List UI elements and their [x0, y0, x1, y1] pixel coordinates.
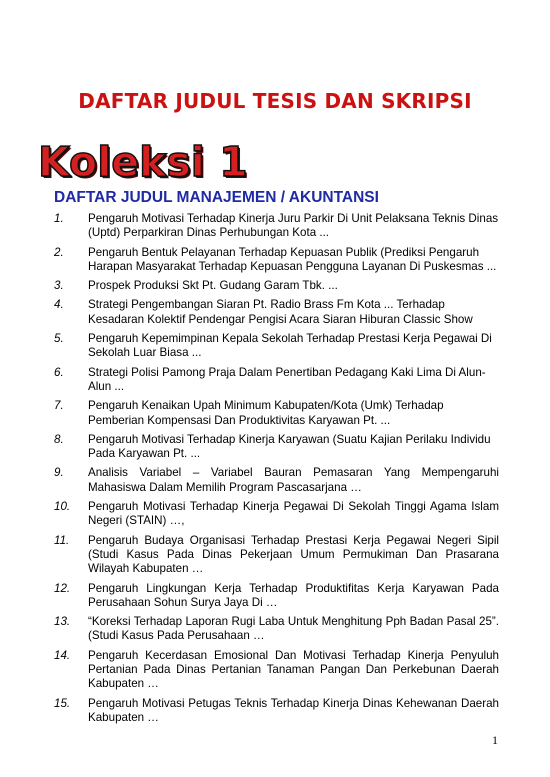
item-text: Pengaruh Motivasi Terhadap Kinerja Pegawai Di Sekolah Tinggi Agama Islam Negeri (STAIN) …,	[88, 500, 499, 528]
item-number: 5.	[54, 332, 64, 346]
list-item	[54, 279, 499, 293]
item-number: 3.	[54, 279, 64, 293]
list-item	[54, 298, 499, 327]
item-text: Analisis Variabel – Variabel Bauran Pemasaran Yang Mempengaruhi Mahasiswa Dalam Memilih Program Pascasarjana …	[88, 466, 499, 494]
item-text: Pengaruh Lingkungan Kerja Terhadap Produktifitas Kerja Karyawan Pada Perusahaan Sohun Surya Jaya Di …	[88, 581, 499, 609]
item-text: Pengaruh Motivasi Terhadap Kinerja Juru Parkir Di Unit Pelaksana Teknis Dinas (Uptd) Perparkiran Dinas Perhubungan Kota ...	[88, 212, 499, 240]
item-number: 6.	[54, 365, 64, 379]
item-number: 14.	[54, 648, 71, 662]
item-text: Strategi Pengembangan Siaran Pt. Radio Brass Fm Kota ... Terhadap Kesadaran Kolektif Pendengar Pengisi Acara Siaran Hiburan Classic Show	[88, 298, 473, 326]
title-list	[54, 212, 499, 725]
item-number: 13.	[54, 615, 71, 629]
item-text: Pengaruh Budaya Organisasi Terhadap Prestasi Kerja Pegawai Negeri Sipil (Studi Kasus Pada Dinas Pekerjaan Umum Permukiman Dan Prasarana Wilayah Kabupaten …	[88, 533, 499, 576]
item-number: 7.	[54, 399, 64, 413]
list-item	[54, 212, 499, 241]
item-number: 9.	[54, 466, 64, 480]
item-number: 2.	[54, 245, 64, 259]
item-text: Pengaruh Kecerdasan Emosional Dan Motivasi Terhadap Kinerja Penyuluh Pertanian Pada Dinas Pertanian Tanaman Pangan Dan Perkebunan Daerah Kabupaten …	[88, 648, 499, 691]
item-number: 12.	[54, 581, 71, 595]
list-item	[54, 399, 499, 428]
list-item	[54, 534, 499, 577]
item-text: Prospek Produksi Skt Pt. Gudang Garam Tbk. ...	[88, 279, 338, 293]
list-item	[54, 466, 499, 495]
item-number: 4.	[54, 298, 64, 312]
collection-label: Koleksi 1	[38, 138, 248, 186]
item-text: Pengaruh Bentuk Pelayanan Terhadap Kepuasan Publik (Prediksi Pengaruh Harapan Masyarakat Terhadap Kepuasan Pengguna Layanan Di Puskesmas ...	[88, 245, 497, 273]
list-item	[54, 500, 499, 529]
item-number: 11.	[54, 533, 70, 547]
item-number: 10.	[54, 500, 71, 514]
page-number: 1	[492, 733, 498, 747]
list-item	[54, 697, 499, 726]
list-item	[54, 332, 499, 361]
item-text: “Koreksi Terhadap Laporan Rugi Laba Untuk Menghitung Pph Badan Pasal 25”. (Studi Kasus Pada Perusahaan …	[88, 615, 499, 643]
item-number: 1.	[54, 212, 64, 225]
item-text: Strategi Polisi Pamong Praja Dalam Penertiban Pedagang Kaki Lima Di Alun-Alun ...	[88, 365, 486, 393]
list-item	[54, 615, 499, 644]
list-item	[54, 649, 499, 692]
list-item	[54, 433, 499, 462]
page-title: DAFTAR JUDUL TESIS DAN SKRIPSI	[78, 89, 472, 113]
item-number: 8.	[54, 432, 64, 446]
item-text: Pengaruh Kepemimpinan Kepala Sekolah Terhadap Prestasi Kerja Pegawai Di Sekolah Luar Biasa ...	[88, 332, 492, 360]
list-item	[54, 246, 499, 275]
item-text: Pengaruh Motivasi Petugas Teknis Terhadap Kinerja Dinas Kehewanan Daerah Kabupaten …	[88, 696, 499, 724]
section-heading: DAFTAR JUDUL MANAJEMEN / AKUNTANSI	[54, 189, 379, 206]
item-number: 15.	[54, 696, 71, 710]
list-item	[54, 366, 499, 395]
item-text: Pengaruh Kenaikan Upah Minimum Kabupaten/Kota (Umk) Terhadap Pemberian Kompensasi Dan Produktivitas Karyawan Pt. ...	[88, 399, 444, 427]
list-item	[54, 582, 499, 611]
item-text: Pengaruh Motivasi Terhadap Kinerja Karyawan (Suatu Kajian Perilaku Individu Pada Karyawan Pt. ...	[88, 432, 491, 461]
